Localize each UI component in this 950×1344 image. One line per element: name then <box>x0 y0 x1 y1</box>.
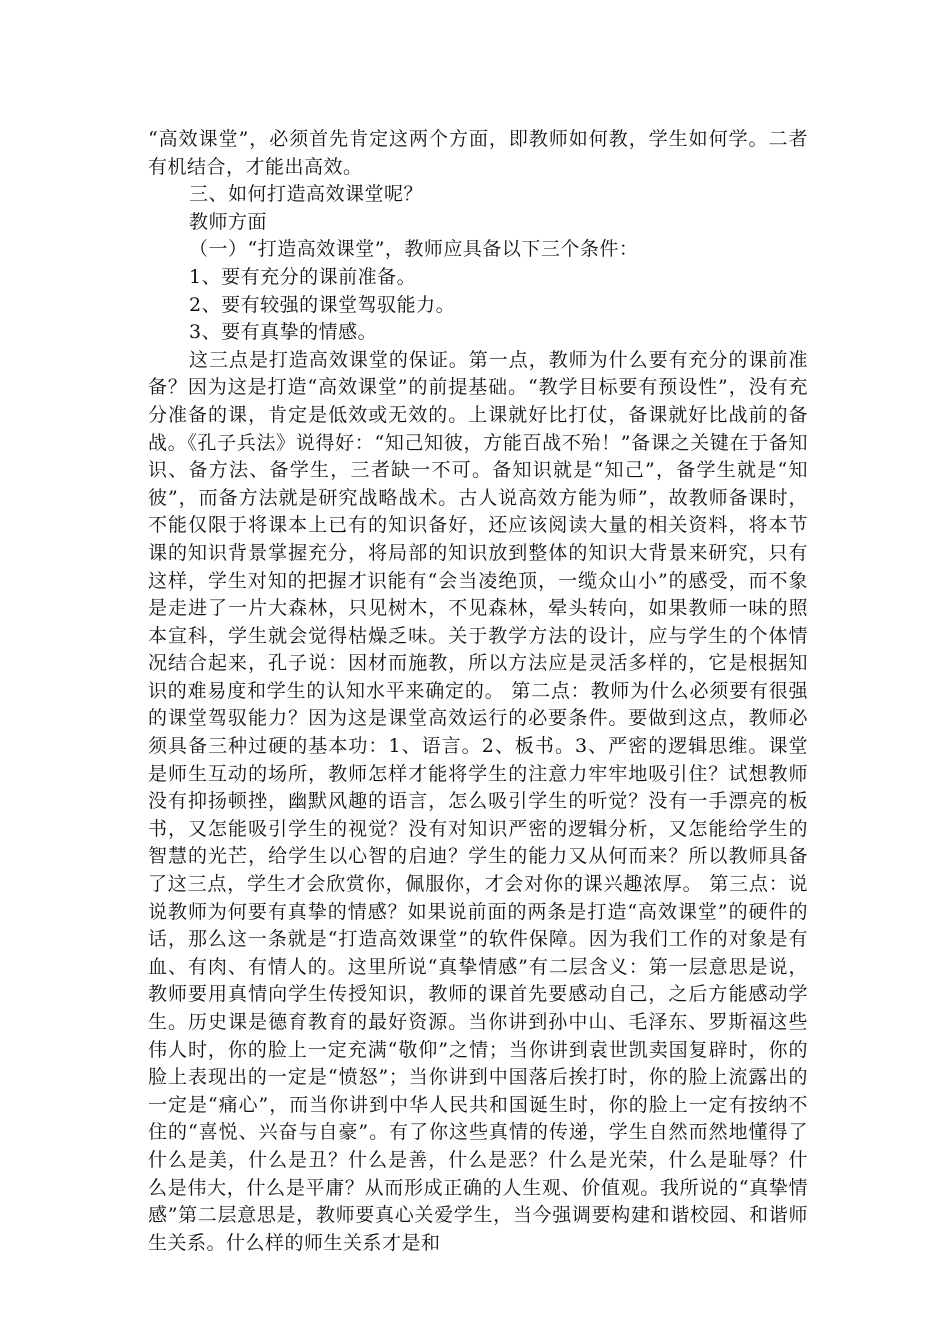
paragraph-body: 这三点是打造高效课堂的保证。第一点，教师为什么要有充分的课前准备？因为这是打造“高效课堂”的前提基础。“教学目标要有预设性”，没有充分准备的课，肯定是低效或无效的。上课就好比打仗，备课就好比战前的备战。《孔子兵法》说得好：“知己知彼，方能百战不殆！”备课之关键在于备知识、备方法、备学生，三者缺一不可。备知识就是“知己”，备学生就是“知彼”，而备方法就是研究战略战术。古人说高效方能为师”，故教师备课时，不能仅限于将课本上已有的知识备好，还应该阅读大量的相关资料，将本节课的知识背景掌握充分，将局部的知识放到整体的知识大背景来研究，只有这样，学生对知的把握才识能有“会当凌绝顶，一缆众山小”的感受，而不象是走进了一片大森林，只见树木，不见森林，晕头转向，如果教师一味的照本宣科，学生就会觉得枯燥乏味。关于教学方法的设计，应与学生的个体情况结合起来，孔子说：因材而施教，所以方法应是灵活多样的，它是根据知识的难易度和学生的认知水平来确定的。 第二点：教师为什么必须要有很强的课堂驾驭能力？因为这是课堂高效运行的必要条件。要做到这点，教师必须具备三种过硬的基本功：1、语言。2、板书。3、严密的逻辑思维。课堂是师生互动的场所，教师怎样才能将学生的注意力牢牢地吸引住？试想教师没有抑扬顿挫，幽默风趣的语言，怎么吸引学生的听觉？没有一手漂亮的板书，又怎能吸引学生的视觉？没有对知识严密的逻辑分析，又怎能给学生的智慧的光芒，给学生以心智的启迪？学生的能力又从何而来？所以教师具备了这三点，学生才会欣赏你，佩服你，才会对你的课兴趣浓厚。 第三点：说说教师为何要有真挚的情感？如果说前面的两条是打造“高效课堂”的硬件的话，那么这一条就是“打造高效课堂”的软件保障。因为我们工作的对象是有血、有肉、有情人的。这里所说“真挚情感”有二层含义：第一层意思是说，教师要用真情向学生传授知识，教师的课首先要感动自己，之后方能感动学生。历史课是德育教育的最好资源。当你讲到孙中山、毛泽东、罗斯福这些伟人时，你的脸上一定充满“敬仰”之情；当你讲到袁世凯卖国复辟时，你的脸上表现出的一定是“愤怒”；当你讲到中国落后挨打时，你的脸上流露出的一定是“痛心”，而当你讲到中华人民共和国诞生时，你的脸上一定有按纳不住的“喜悦、兴奋与自豪”。有了你这些真情的传递，学生自然而然地懂得了什么是美，什么是丑？什么是善，什么是恶？什么是光荣，什么是耻辱？什么是伟大，什么是平庸？从而形成正确的人生观、价值观。我所说的“真挚情感”第二层意思是，教师要真心关爱学生，当今强调要构建和谐校园、和谐师生关系。什么样的师生关系才是和 <box>148 348 808 1254</box>
condition-item-3: 3、要有真挚的情感。 <box>189 321 378 344</box>
paragraph-intro: “高效课堂”，必须首先肯定这两个方面，即教师如何教，学生如何学。二者有机结合，才能出高效。 <box>148 128 808 178</box>
condition-item-2: 2、要有较强的课堂驾驭能力。 <box>189 293 456 316</box>
conditions-heading: （一）“打造高效课堂”，教师应具备以下三个条件： <box>189 238 639 261</box>
condition-item-1: 1、要有充分的课前准备。 <box>189 265 417 288</box>
document-body <box>148 126 808 1257</box>
section-heading: 三、如何打造高效课堂呢？ <box>189 183 424 206</box>
subsection-heading: 教师方面 <box>189 210 268 233</box>
